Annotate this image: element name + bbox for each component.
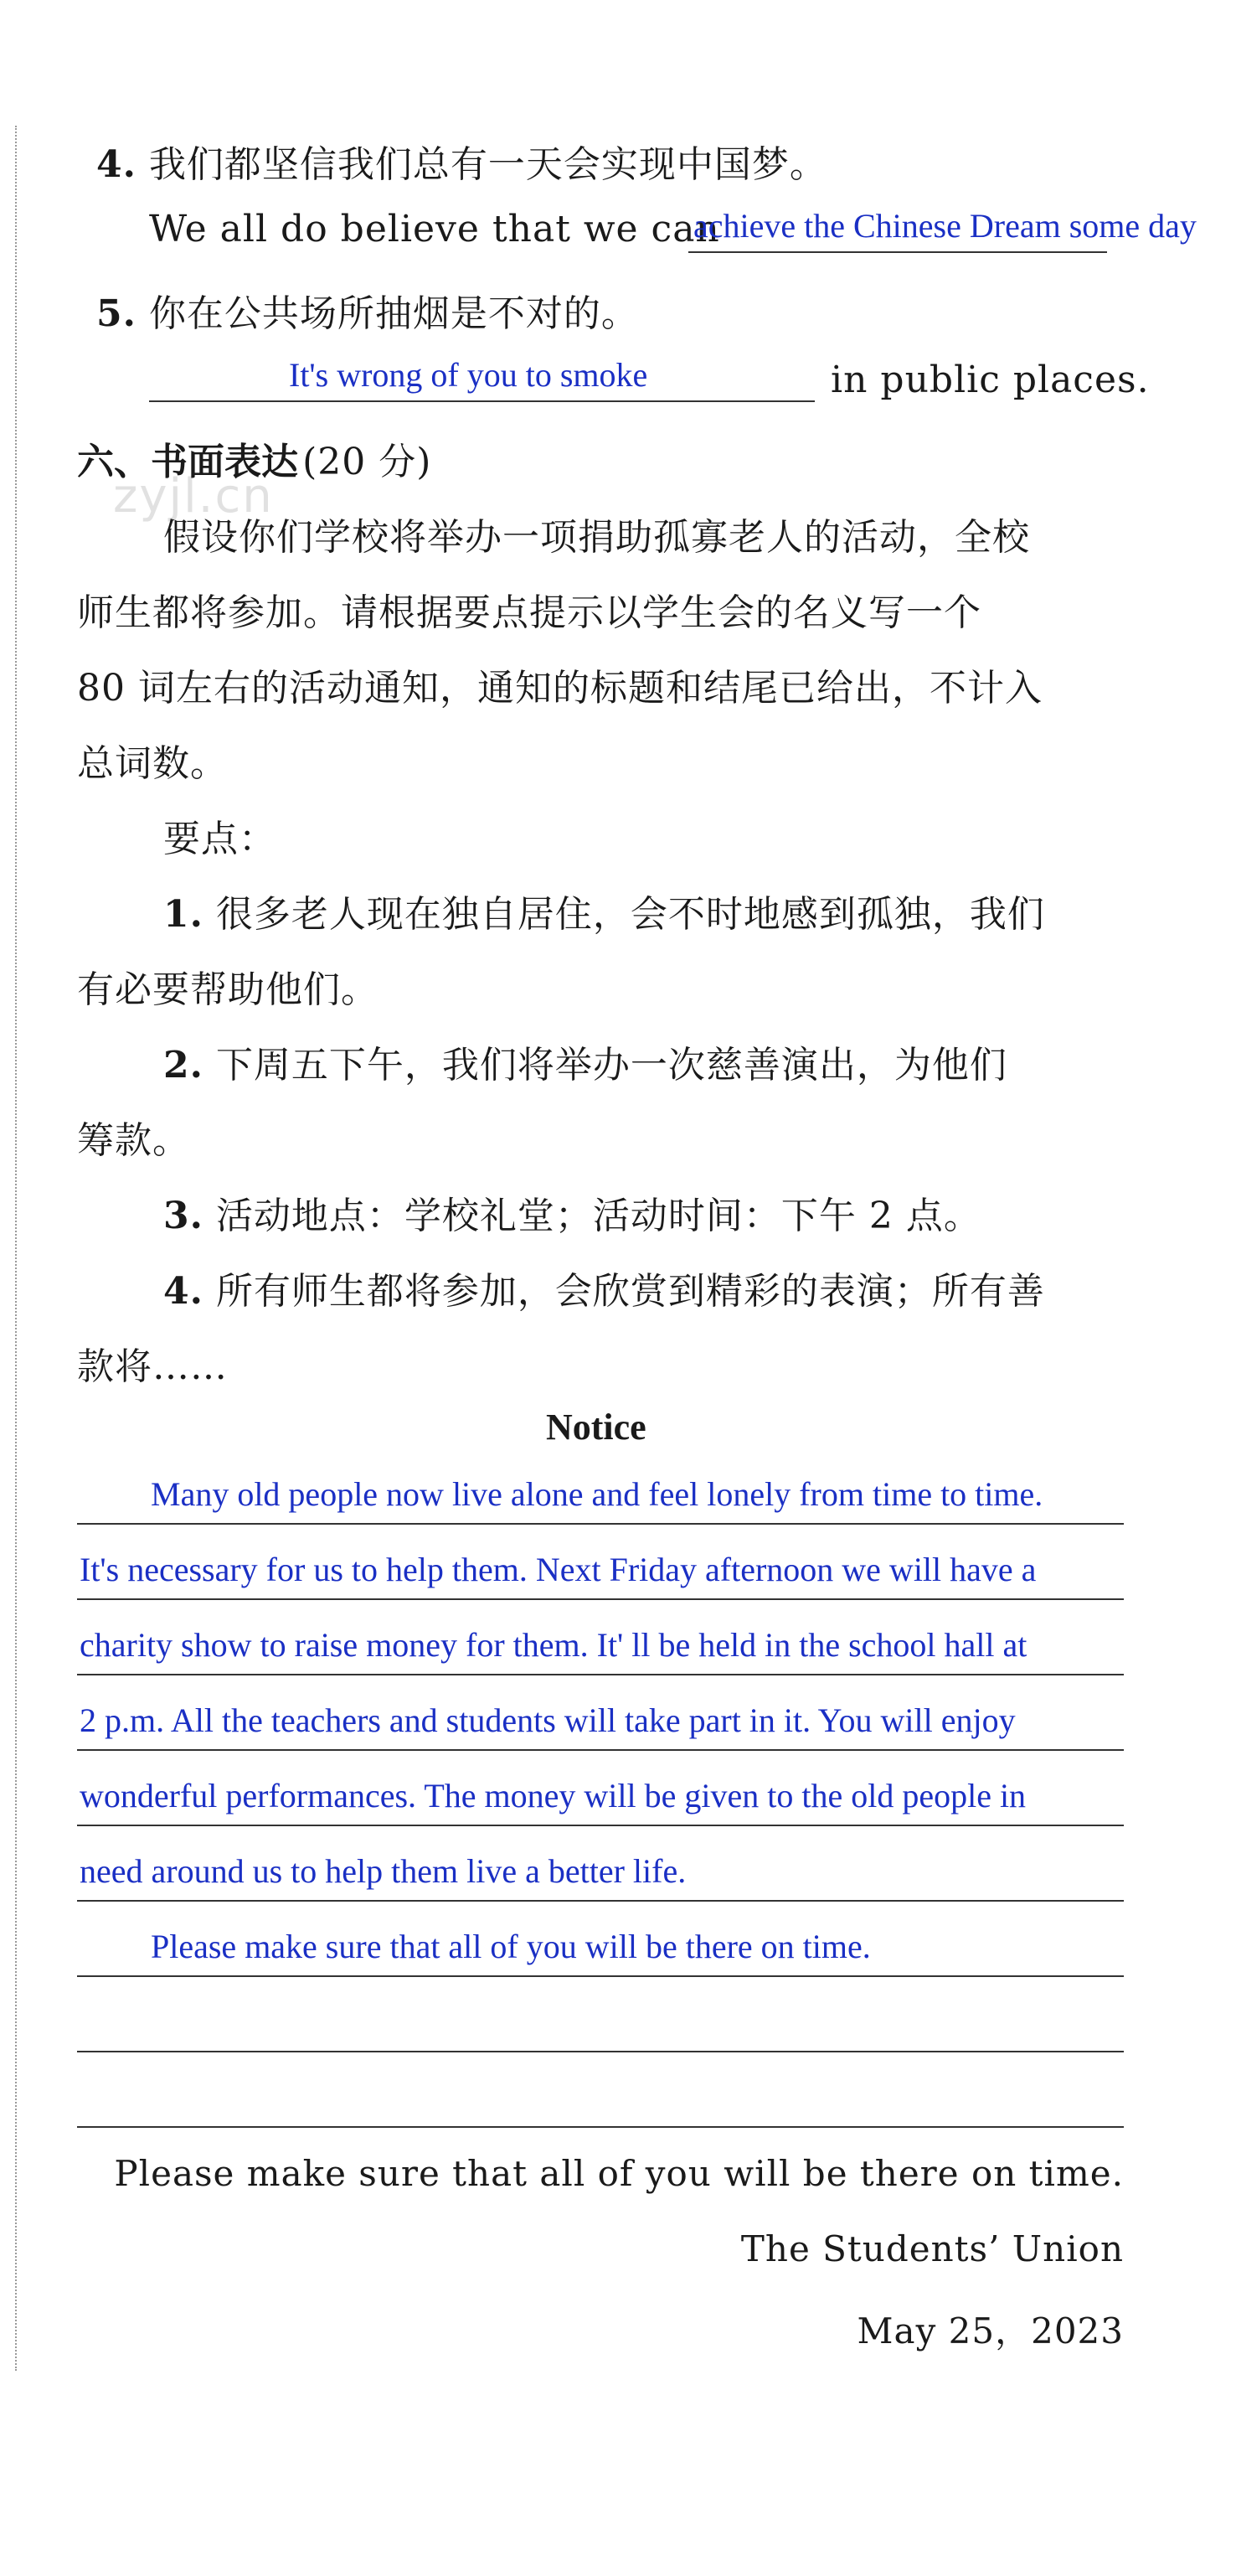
section-heading [77,431,431,485]
point-number: 2. [163,1044,203,1087]
point-2-line-2: 筹款。 [77,1119,190,1162]
notice-line-2[interactable]: It's necessary for us to help them. Next Friday afternoon we will have a [80,1551,1037,1588]
section-title: 六、书面表达 [77,441,298,483]
point-4-line-2: 款将…… [77,1345,228,1388]
item-4-answer-line [688,251,1107,253]
item-4-chinese [96,134,827,188]
point-number: 1. [163,893,203,936]
watermark: zyjl.cn [113,469,274,524]
notice-line-6[interactable]: need around us to help them live a better life. [80,1852,687,1890]
point-text: 所有师生都将参加，会欣赏到精彩的表演；所有善 [215,1270,1045,1313]
writing-line-7 [77,1975,1124,1977]
item-number: 5. [96,292,136,335]
writing-line-9 [77,2126,1124,2128]
writing-line-2 [77,1598,1124,1600]
point-text: 下周五下午，我们将举办一次慈善演出，为他们 [215,1044,1007,1087]
item-5-answer-line [149,400,815,402]
item-5-chinese [96,283,639,337]
writing-line-8 [77,2051,1124,2052]
item-5-suffix: in public places. [831,359,1150,401]
binding-margin-line [15,126,17,2371]
notice-closing: Please make sure that all of you will be there on time. [114,2153,1124,2194]
notice-line-1[interactable]: Many old people now live alone and feel lonely from time to time. [151,1475,1043,1513]
item-4-english-prompt: We all do believe that we can [149,208,720,250]
instruction-line-2: 师生都将参加。请根据要点提示以学生会的名义写一个 [77,591,981,634]
notice-title: Notice [546,1407,646,1448]
point-2-line-1 [163,1035,1007,1088]
item-number: 4. [96,143,136,186]
point-number: 4. [163,1270,203,1313]
notice-line-7[interactable]: Please make sure that all of you will be there on time. [151,1928,871,1965]
writing-line-3 [77,1674,1124,1675]
point-text: 活动地点：学校礼堂；活动时间：下午 2 点。 [215,1195,981,1237]
notice-line-4[interactable]: 2 p.m. All the teachers and students will take part in it. You will enjoy [80,1701,1016,1739]
point-1-line-2: 有必要帮助他们。 [77,968,379,1011]
point-4-line-1 [163,1261,1045,1314]
point-number: 3. [163,1195,203,1237]
writing-line-4 [77,1749,1124,1751]
notice-line-3[interactable]: charity show to raise money for them. It' ll be held in the school hall at [80,1626,1027,1664]
instruction-line-4: 总词数。 [77,742,228,785]
points-label: 要点： [163,818,276,860]
writing-line-1 [77,1523,1124,1525]
notice-date: May 25，2023 [857,2310,1124,2351]
instruction-line-3: 80 词左右的活动通知，通知的标题和结尾已给出，不计入 [77,667,1043,710]
notice-signature: The Students’ Union [740,2228,1124,2269]
point-1-line-1 [163,884,1045,937]
writing-line-5 [77,1825,1124,1826]
writing-line-6 [77,1900,1124,1902]
item-5-answer[interactable]: It's wrong of you to smoke [289,356,648,394]
item-chinese-text: 我们都坚信我们总有一天会实现中国梦。 [148,143,827,186]
point-3-line-1 [163,1185,981,1239]
section-score: (20 分) [302,441,432,483]
item-chinese-text: 你在公共场所抽烟是不对的。 [148,292,639,335]
notice-line-5[interactable]: wonderful performances. The money will be given to the old people in [80,1777,1027,1815]
instruction-line-1: 假设你们学校将举办一项捐助孤寡老人的活动，全校 [163,516,1030,559]
item-4-answer[interactable]: achieve the Chinese Dream some day [693,207,1197,245]
point-text: 很多老人现在独自居住，会不时地感到孤独，我们 [215,893,1045,936]
